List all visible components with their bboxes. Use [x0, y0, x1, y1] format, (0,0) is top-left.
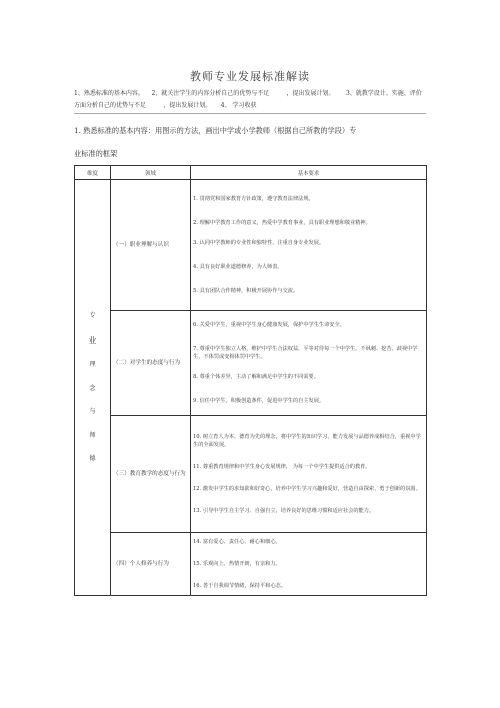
document-title: 教师专业发展标准解读 [190, 70, 310, 83]
dimension-char: 德 [89, 455, 96, 463]
dimension-char: 业 [88, 335, 97, 345]
field-cell: （一）职业理解与认识 [111, 180, 191, 311]
field-cell: （三）教育教学的态度与行为 [111, 416, 191, 533]
requirement-item: 11. 尊重教育规律和中学生身心发展规律， 为每一个中学生提供适合的教育。 [193, 464, 371, 470]
section-heading-line-2: 业标准的框架 [74, 149, 118, 158]
requirement-item: 14. 富有爱心、责任心、耐心和细心。 [193, 539, 281, 545]
requirements-cell [191, 533, 427, 596]
requirements-cell [191, 180, 427, 311]
task-3-tail: ，提出发展计划。 [163, 102, 212, 109]
field-cell: （四）个人修养与行为 [111, 533, 191, 596]
requirement-item: 3. 认同中学教师的专业性和独特性，注重自身专业发展。 [193, 240, 325, 246]
requirement-item: 12. 激发中学生的求知欲和好奇心，培养中学生学习兴趣和爱好，营造自由探索、勇于创新的氛围。 [193, 486, 421, 492]
task-1: 1、熟悉标准的基本内容。 [74, 90, 144, 97]
requirement-item: 9. 信任中学生，积极创造条件，促进中学生的自主发展。 [193, 398, 325, 404]
intro-tasks-line-1 [74, 88, 426, 114]
dimension-char: 理 [89, 361, 96, 369]
requirement-item: 4. 具有良好职业道德修养，为人师表。 [193, 264, 283, 270]
requirement-item: 6. 关爱中学生，重视中学生身心健康发展，保护中学生生命安全。 [193, 322, 345, 328]
requirement-item: 10. 树立育人为本、德育为先的理念，将中学生的知识学习、能力发展与品德养成相结合，重视中学生的全面发展。 [193, 434, 421, 448]
task-2: 2、就关注学生的内容分析自己的优势与不足 [151, 90, 270, 97]
dimension-char: 师 [89, 431, 96, 439]
task-4: 4、 学习收获 [220, 102, 257, 109]
table-row [75, 311, 427, 416]
intro-tasks [74, 88, 426, 114]
dimension-char: 专 [89, 312, 96, 320]
requirement-item: 16. 善于自我调节情绪，保持平和心态。 [193, 583, 286, 589]
requirements-cell [191, 311, 427, 416]
requirement-item: 5. 具有团队合作精神，积极开展协作与交流。 [193, 288, 299, 294]
table-header-row [75, 166, 427, 180]
requirement-item: 7. 尊重中学生独立人格，维护中学生合法权益，平等对待每一个中学生。不讽刺、挖苦、歧视中学生，不体罚或变相体罚中学生。 [193, 346, 418, 360]
requirement-item: 13. 引导中学生自主学习、自强自立，培养良好的思维习惯和适应社会的能力。 [193, 508, 375, 514]
standards-table [74, 165, 427, 596]
header-requirements: 基本要求 [191, 166, 427, 180]
table-row [75, 180, 427, 311]
requirements-cell [191, 416, 427, 533]
requirement-item: 8. 尊重个体差异，主动了解和满足中学生的不同需要。 [193, 374, 319, 380]
dimension-cell [75, 180, 111, 596]
task-3: 3、就教学设计、实施、评价方面分析自己的优势与不足 [74, 90, 422, 109]
field-cell: （二）对学生的态度与行为 [111, 311, 191, 416]
requirement-item: 15. 乐观向上、热情开朗，有亲和力。 [193, 561, 281, 567]
section-heading-line-1: 1. 熟悉标准的基本内容：用图示的方法，画出中学或小学教师（根据自己所教的学段）专 [74, 126, 357, 135]
header-dimension: 维度 [75, 166, 111, 180]
header-field: 领域 [111, 166, 191, 180]
dimension-char: 念 [89, 384, 96, 392]
dimension-char: 与 [89, 408, 96, 416]
requirement-item: 2. 理解中学教育工作的意义，热爱中学教育事业，具有职业理想和敬业精神。 [193, 220, 371, 226]
task-2-tail: ，提出发展计划。 [286, 90, 335, 97]
table-row [75, 416, 427, 533]
table-row [75, 533, 427, 596]
requirement-item: 1. 贯彻党和国家教育方针政策，遵守教育法律法规。 [193, 196, 314, 202]
